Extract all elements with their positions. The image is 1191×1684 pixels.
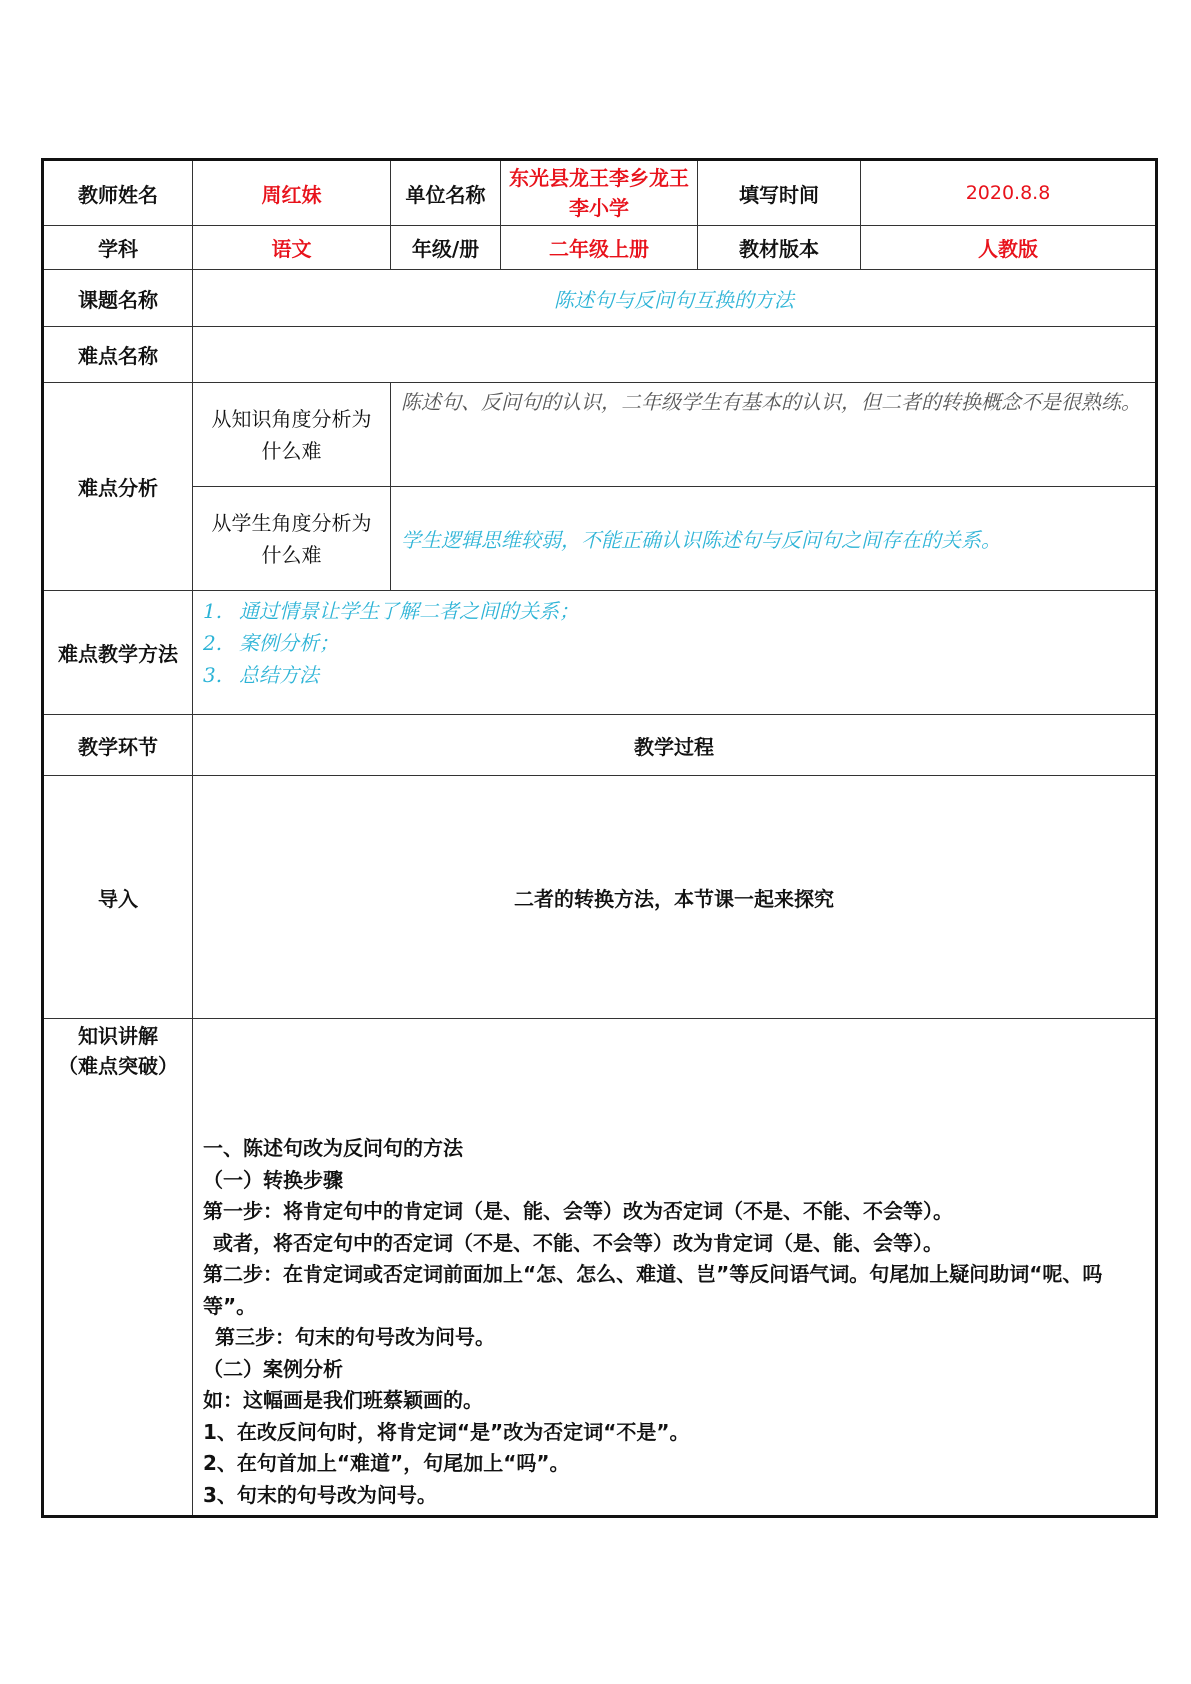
intro-row	[43, 776, 1157, 1019]
difficulty-name-value	[193, 327, 1157, 383]
stage-label: 教学环节	[43, 715, 193, 776]
knowledge-line: （一）转换步骤	[203, 1167, 343, 1192]
info-row-2	[43, 226, 1157, 270]
difficulty-name-label: 难点名称	[43, 327, 193, 383]
knowledge-label-line1: 知识讲解	[78, 1024, 158, 1048]
knowledge-line: 第二步：在肯定词或否定词前面加上“怎、怎么、难道、岂”等反问语气词。句尾加上疑问助词“呢、吗等”。	[203, 1262, 1103, 1318]
knowledge-line: 1、在改反问句时，将肯定词“是”改为否定词“不是”。	[203, 1419, 690, 1444]
knowledge-line: 2、在句首加上“难道”，句尾加上“吗”。	[203, 1451, 570, 1475]
knowledge-line: 或者，将否定句中的否定词（不是、不能、不会等）改为肯定词（是、能、会等）。	[213, 1230, 943, 1255]
grade-label: 年级/册	[391, 226, 501, 270]
analysis-student-row	[43, 487, 1157, 591]
intro-label: 导入	[43, 776, 193, 1019]
knowledge-label	[43, 1019, 193, 1517]
subject-label: 学科	[43, 226, 193, 270]
process-label: 教学过程	[193, 715, 1157, 776]
teacher-value: 周红妹	[193, 160, 391, 226]
analysis-label: 难点分析	[43, 383, 193, 591]
lesson-plan-sheet	[41, 158, 1155, 1518]
knowledge-content	[193, 1019, 1157, 1517]
knowledge-angle-label: 从知识角度分析为什么难	[193, 383, 391, 487]
topic-row	[43, 270, 1157, 327]
method-item: 3. 总结方法	[203, 663, 319, 687]
topic-value: 陈述句与反问句互换的方法	[193, 270, 1157, 327]
student-angle-label: 从学生角度分析为什么难	[193, 487, 391, 591]
method-cell	[193, 591, 1157, 715]
knowledge-row	[43, 1019, 1157, 1517]
edition-value: 人教版	[861, 226, 1157, 270]
method-item: 1. 通过情景让学生了解二者之间的关系；	[203, 599, 579, 623]
knowledge-text-block	[193, 1019, 1155, 1515]
info-row-1	[43, 160, 1157, 226]
intro-text: 二者的转换方法，本节课一起来探究	[193, 776, 1157, 1019]
knowledge-line: （二）案例分析	[203, 1356, 343, 1381]
knowledge-angle-text: 陈述句、反问句的认识，二年级学生有基本的认识，但二者的转换概念不是很熟练。	[391, 383, 1157, 487]
subject-value: 语文	[193, 226, 391, 270]
lesson-plan-table	[41, 158, 1158, 1518]
teacher-label: 教师姓名	[43, 160, 193, 226]
difficulty-name-row	[43, 327, 1157, 383]
fill-time-value: 2020.8.8	[861, 160, 1157, 226]
knowledge-line: 3、句末的句号改为问号。	[203, 1482, 437, 1507]
knowledge-line: 如：这幅画是我们班蔡颖画的。	[203, 1388, 483, 1412]
topic-label: 课题名称	[43, 270, 193, 327]
unit-label: 单位名称	[391, 160, 501, 226]
fill-time-label: 填写时间	[698, 160, 861, 226]
student-angle-text: 学生逻辑思维较弱，不能正确认识陈述句与反问句之间存在的关系。	[391, 487, 1157, 591]
knowledge-line: 一、陈述句改为反问句的方法	[203, 1136, 463, 1160]
method-list	[193, 591, 1155, 691]
method-item: 2. 案例分析；	[203, 631, 339, 655]
method-row	[43, 591, 1157, 715]
unit-value: 东光县龙王李乡龙王李小学	[501, 160, 698, 226]
analysis-knowledge-row	[43, 383, 1157, 487]
edition-label: 教材版本	[698, 226, 861, 270]
knowledge-line: 第三步：句末的句号改为问号。	[215, 1325, 495, 1349]
process-header-row	[43, 715, 1157, 776]
knowledge-label-line2: （难点突破）	[58, 1054, 178, 1078]
method-label: 难点教学方法	[43, 591, 193, 715]
knowledge-line: 第一步：将肯定句中的肯定词（是、能、会等）改为否定词（不是、不能、不会等）。	[203, 1199, 953, 1223]
grade-value: 二年级上册	[501, 226, 698, 270]
